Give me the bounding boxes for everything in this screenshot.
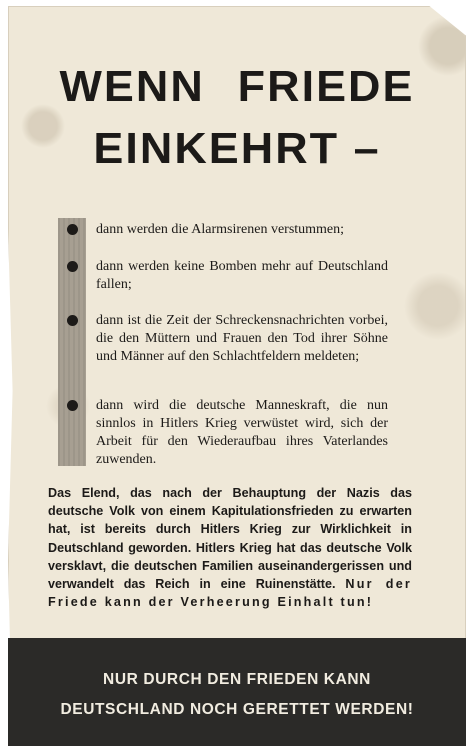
bullet-dot-icon: [67, 261, 78, 272]
bullet-dot-icon: [67, 315, 78, 326]
banner-line-1: NUR DURCH DEN FRIEDEN KANN: [103, 671, 371, 688]
headline-line-1: WENN FRIEDE: [59, 62, 415, 111]
body-paragraph-emphasis: Nur der Friede kann der Verheerung Einhalt tun!: [48, 577, 413, 610]
bullet-item-4: dann wird die deutsche Manneskraft, die nun sinnlos in Hitlers Krieg verwüstet wird, sich der Arbeit für den Wiederaufbau ihres Vaterlandes zuwenden.: [96, 398, 388, 467]
bullet-dot-icon: [67, 400, 78, 411]
body-paragraph-main: Das Elend, das nach der Behauptung der Nazis das deutsche Volk von einem Kapitulationsfrieden zu erwarten hat, ist bereits durch Hitlers Krieg zur Wirklichkeit in Deutschland geworden. Hitlers Krieg hat das deutsche Volk versklavt, die deutschen Familien auseinandergerissen und verwandelt das Reich in eine Ruinenstätte.: [48, 486, 412, 592]
bullet-strip: [58, 218, 86, 466]
footer-banner: [8, 638, 466, 746]
body-paragraph: [48, 484, 412, 611]
headline-line-2: EINKEHRT –: [93, 124, 381, 173]
bullet-item-3: dann ist die Zeit der Schreckensnachrichten vorbei, die den Müttern und Frauen den Tod ihrer Söhne und Männer auf den Schlachtfeldern meldeten;: [96, 313, 388, 364]
bullet-item-1: dann werden die Alarmsirenen verstummen;: [96, 222, 345, 237]
bullet-dot-icon: [67, 224, 78, 235]
bullet-item-2: dann werden keine Bomben mehr auf Deutschland fallen;: [96, 259, 388, 292]
banner-line-2: DEUTSCHLAND NOCH GERETTET WERDEN!: [60, 701, 414, 718]
